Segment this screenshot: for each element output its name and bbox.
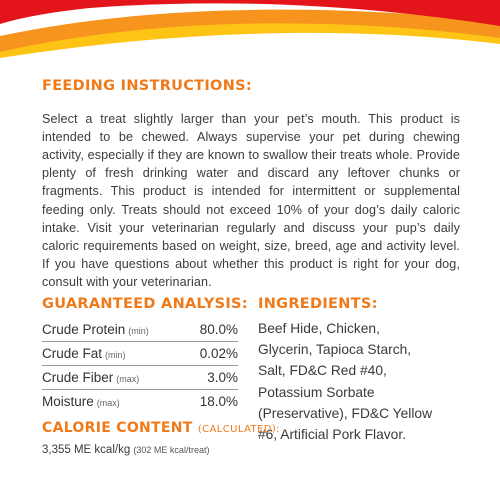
- ingredients-heading: INGREDIENTS:: [258, 296, 378, 312]
- nutrient-name: Crude Fat: [42, 346, 103, 361]
- guaranteed-analysis-heading: GUARANTEED ANALYSIS:: [42, 296, 248, 312]
- analysis-label: [42, 318, 149, 343]
- nutrient-qualifier: (max): [116, 374, 140, 384]
- analysis-label: [42, 390, 120, 415]
- analysis-row-moisture: [42, 390, 238, 413]
- guaranteed-analysis-table: [42, 318, 238, 413]
- nutrient-value: 80.0%: [199, 322, 238, 337]
- calorie-per-treat: (302 ME kcal/treat): [133, 445, 210, 455]
- feeding-instructions-text: Select a treat slightly larger than your pet’s mouth. This product is intended to be chewed. Always supervise your pet during chewing activity, especially if they are known to swallow their treats whole. Provide plenty of fresh drinking water and discard any leftover chunks or fragments. This product is intended for intermittent or supplemental feeding only. Treats should not exceed 10% of your dog’s daily caloric intake. Visit your veterinarian regularly and discuss your pup’s daily caloric requirements based on weight, size, breed, age and activity level. If you have questions about whether this product is right for your dog, consult with your veterinarian.: [42, 111, 460, 290]
- analysis-label: [42, 342, 126, 367]
- ingredients-text: Beef Hide, Chicken, Glycerin, Tapioca Starch, Salt, FD&C Red #40, Potassium Sorbate (Preservative), FD&C Yellow #6, Artificial Pork Flavor.: [258, 321, 433, 443]
- nutrient-qualifier: (max): [96, 398, 120, 408]
- calorie-content-heading: [42, 420, 280, 436]
- calorie-content-value: [42, 444, 209, 456]
- analysis-label: [42, 366, 139, 391]
- calorie-heading-qualifier: (CALCULATED):: [197, 424, 280, 435]
- calorie-heading-label: CALORIE CONTENT: [42, 420, 193, 436]
- decorative-wave-banner: [0, 0, 500, 80]
- nutrient-value: 18.0%: [199, 394, 238, 409]
- analysis-row-crude-protein: [42, 318, 238, 342]
- nutrient-value: 0.02%: [199, 346, 238, 361]
- nutrient-name: Crude Protein: [42, 322, 126, 337]
- calorie-per-kg: 3,355 ME kcal/kg: [42, 444, 131, 456]
- analysis-row-crude-fiber: [42, 366, 238, 390]
- nutrient-name: Crude Fiber: [42, 370, 114, 385]
- nutrient-name: Moisture: [42, 394, 94, 409]
- feeding-instructions-heading: FEEDING INSTRUCTIONS:: [42, 78, 252, 94]
- nutrient-qualifier: (min): [128, 326, 149, 336]
- nutrient-value: 3.0%: [207, 370, 238, 385]
- nutrient-qualifier: (min): [105, 350, 126, 360]
- analysis-row-crude-fat: [42, 342, 238, 366]
